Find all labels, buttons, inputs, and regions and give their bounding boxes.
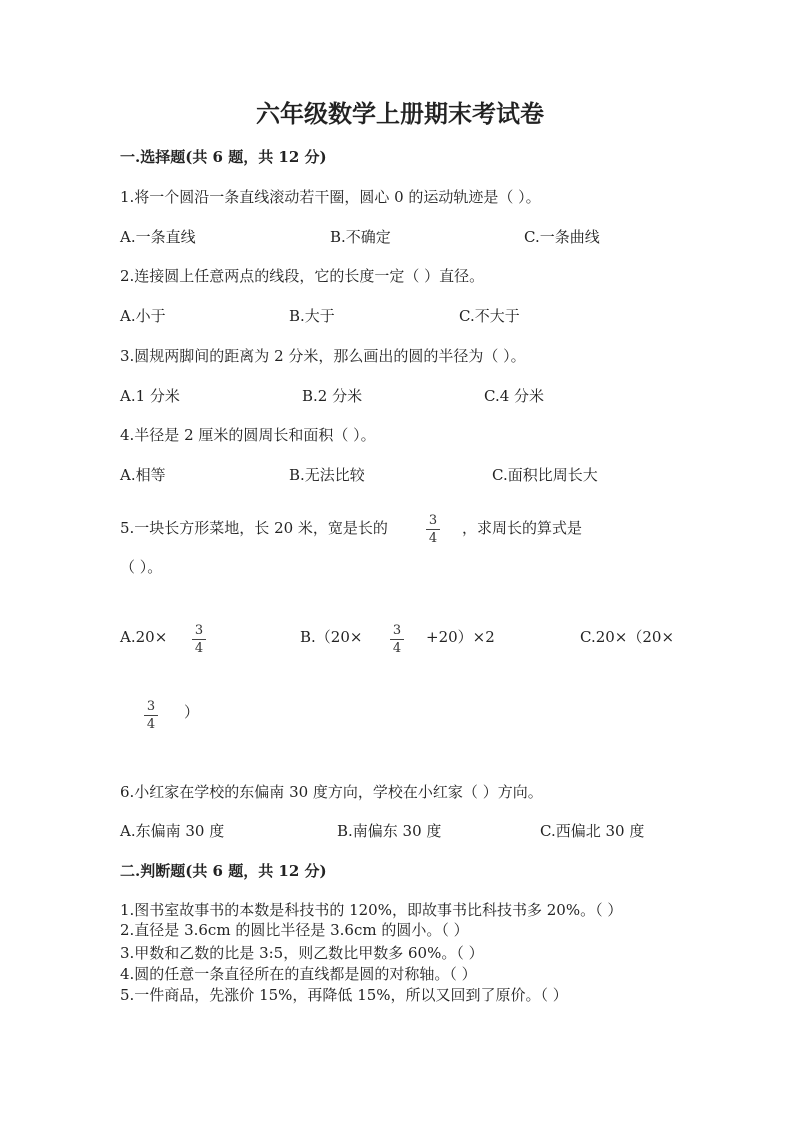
fraction-bar (390, 639, 404, 640)
fraction-numerator: 3 (146, 699, 156, 714)
question-5-option-a-fraction (189, 623, 209, 656)
question-5-stem-part1: 5.一块长方形菜地，长 20 米，宽是长的 (120, 519, 388, 537)
question-5-option-c-fraction (141, 699, 161, 732)
question-3-stem: 3.圆规两脚间的距离为 2 分米，那么画出的圆的半径为（ ）。 (120, 347, 526, 365)
question-3-option-c: C.4 分米 (484, 387, 545, 405)
question-6-option-b: B.南偏东 30 度 (337, 822, 442, 840)
question-6-stem: 6.小红家在学校的东偏南 30 度方向，学校在小红家（ ）方向。 (120, 783, 543, 801)
fraction-numerator: 3 (194, 623, 204, 638)
question-3-option-a: A.1 分米 (120, 387, 180, 405)
question-5-option-a: A.20× (120, 628, 168, 646)
fraction-numerator: 3 (428, 513, 438, 528)
question-5-fraction (423, 513, 443, 546)
question-1-stem: 1.将一个圆沿一条直线滚动若干圈，圆心 0 的运动轨迹是（ ）。 (120, 188, 541, 206)
page-title: 六年级数学上册期末考试卷 (256, 99, 544, 128)
section-heading-judgement: 二.判断题(共 6 题，共 12 分) (120, 862, 327, 880)
question-2-stem: 2.连接圆上任意两点的线段，它的长度一定（ ）直径。 (120, 267, 485, 285)
question-3-option-b: B.2 分米 (302, 387, 363, 405)
question-5-option-b-fraction (387, 623, 407, 656)
question-5-option-c-end: ） (184, 703, 200, 721)
question-6-option-a: A.东偏南 30 度 (120, 822, 225, 840)
judgement-item-1: 1.图书室故事书的本数是科技书的 120%，即故事书比科技书多 20%。（ ） (120, 901, 623, 919)
section-heading-choice: 一.选择题(共 6 题，共 12 分) (120, 148, 327, 166)
fraction-bar (192, 639, 206, 640)
question-4-option-a: A.相等 (120, 466, 166, 484)
fraction-denominator: 4 (392, 641, 402, 656)
question-5-option-b-prefix: B.（20× (300, 628, 363, 646)
question-2-option-b: B.大于 (289, 307, 335, 325)
question-2-option-c: C.不大于 (459, 307, 520, 325)
question-1-option-b: B.不确定 (330, 228, 391, 246)
judgement-item-3: 3.甲数和乙数的比是 3:5，则乙数比甲数多 60%。（ ） (120, 944, 484, 962)
question-5-option-c: C.20×（20× (580, 628, 675, 646)
fraction-denominator: 4 (428, 531, 438, 546)
fraction-bar (426, 529, 440, 530)
fraction-bar (144, 715, 158, 716)
question-5-stem-line2: （ ）。 (120, 558, 163, 576)
question-1-option-c: C.一条曲线 (524, 228, 600, 246)
question-4-stem: 4.半径是 2 厘米的圆周长和面积（ ）。 (120, 426, 376, 444)
question-6-option-c: C.西偏北 30 度 (540, 822, 645, 840)
judgement-item-4: 4.圆的任意一条直径所在的直线都是圆的对称轴。（ ） (120, 965, 477, 983)
question-4-option-c: C.面积比周长大 (492, 466, 598, 484)
question-2-option-a: A.小于 (120, 307, 166, 325)
fraction-numerator: 3 (392, 623, 402, 638)
fraction-denominator: 4 (146, 717, 156, 732)
fraction-denominator: 4 (194, 641, 204, 656)
judgement-item-2: 2.直径是 3.6cm 的圆比半径是 3.6cm 的圆小。（ ） (120, 921, 469, 939)
question-1-option-a: A.一条直线 (120, 228, 196, 246)
question-4-option-b: B.无法比较 (289, 466, 365, 484)
judgement-item-5: 5.一件商品，先涨价 15%，再降低 15%，所以又回到了原价。（ ） (120, 986, 568, 1004)
question-5-option-b-suffix: +20）×2 (426, 628, 495, 646)
question-5-stem-part2: ，求周长的算式是 (462, 519, 583, 537)
